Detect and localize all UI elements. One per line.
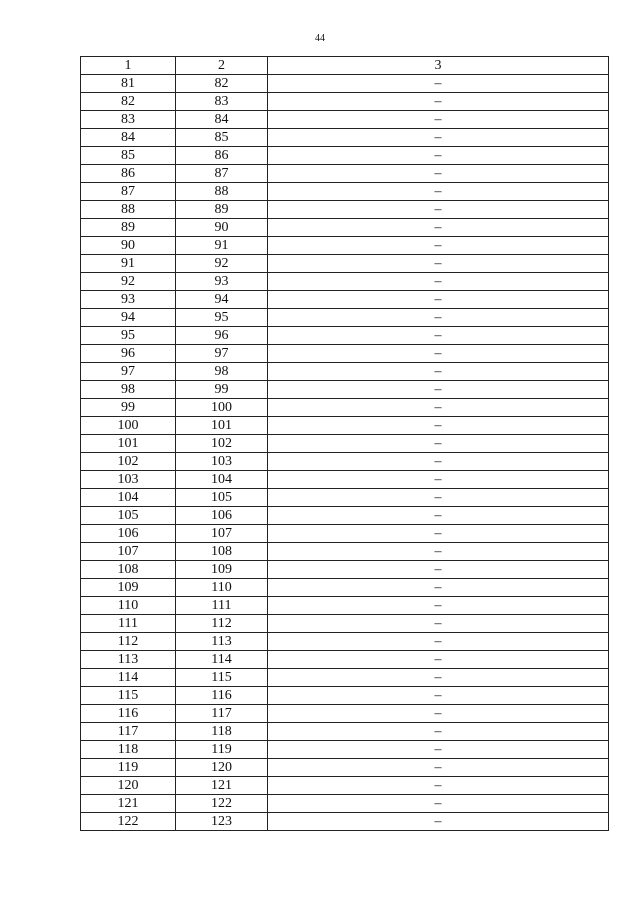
table-cell-col-2: 113 [176,633,268,651]
table-cell-col-1: 119 [81,759,176,777]
table-cell-col-3: – [268,759,609,777]
table-row [81,471,609,489]
table-cell-col-1: 100 [81,417,176,435]
table-row [81,813,609,831]
table-row [81,723,609,741]
table-row [81,741,609,759]
table-cell-col-1: 88 [81,201,176,219]
table-cell-col-1: 94 [81,309,176,327]
table-cell-col-3: – [268,489,609,507]
table-row [81,543,609,561]
table-cell-col-3: – [268,345,609,363]
table-cell-col-3: – [268,273,609,291]
table-cell-col-1: 98 [81,381,176,399]
table-row [81,525,609,543]
table-cell-col-2: 119 [176,741,268,759]
table-cell-col-3: – [268,507,609,525]
table-cell-col-3: – [268,453,609,471]
table-cell-col-2: 104 [176,471,268,489]
table-cell-col-2: 94 [176,291,268,309]
table-body [81,75,609,831]
table-cell-col-3: – [268,219,609,237]
table-row [81,435,609,453]
table-cell-col-3: – [268,237,609,255]
table-cell-col-1: 118 [81,741,176,759]
table-header-row [81,57,609,75]
table-cell-col-2: 110 [176,579,268,597]
table-cell-col-2: 84 [176,111,268,129]
table-cell-col-3: – [268,543,609,561]
table-cell-col-3: – [268,291,609,309]
table-cell-col-3: – [268,363,609,381]
table-cell-col-2: 99 [176,381,268,399]
table-cell-col-1: 83 [81,111,176,129]
column-header-1: 1 [81,57,176,75]
data-table [80,56,609,831]
table-cell-col-1: 101 [81,435,176,453]
table-cell-col-1: 84 [81,129,176,147]
table-cell-col-2: 86 [176,147,268,165]
table-row [81,237,609,255]
table-cell-col-2: 117 [176,705,268,723]
table-cell-col-3: – [268,651,609,669]
table-cell-col-1: 102 [81,453,176,471]
table-cell-col-1: 93 [81,291,176,309]
table-row [81,381,609,399]
table-cell-col-3: – [268,579,609,597]
table-row [81,309,609,327]
table-cell-col-1: 107 [81,543,176,561]
table-cell-col-3: – [268,741,609,759]
table-cell-col-1: 117 [81,723,176,741]
table-cell-col-2: 88 [176,183,268,201]
table-row [81,201,609,219]
table-cell-col-3: – [268,723,609,741]
table-cell-col-2: 120 [176,759,268,777]
table-row [81,219,609,237]
table-cell-col-3: – [268,435,609,453]
table-row [81,561,609,579]
table-cell-col-2: 97 [176,345,268,363]
table-row [81,399,609,417]
table-cell-col-2: 91 [176,237,268,255]
table-cell-col-1: 120 [81,777,176,795]
table-cell-col-1: 90 [81,237,176,255]
table-row [81,597,609,615]
table-row [81,669,609,687]
table-cell-col-2: 89 [176,201,268,219]
table-row [81,255,609,273]
table-row [81,75,609,93]
table-row [81,579,609,597]
page-number: 44 [315,33,325,44]
table-cell-col-1: 99 [81,399,176,417]
table-row [81,507,609,525]
table-cell-col-2: 118 [176,723,268,741]
table-row [81,759,609,777]
table-row [81,291,609,309]
table-cell-col-3: – [268,255,609,273]
table-cell-col-1: 121 [81,795,176,813]
table-cell-col-1: 105 [81,507,176,525]
table-cell-col-2: 98 [176,363,268,381]
table-cell-col-2: 121 [176,777,268,795]
table-row [81,165,609,183]
table-cell-col-1: 89 [81,219,176,237]
table-cell-col-2: 95 [176,309,268,327]
table-cell-col-2: 109 [176,561,268,579]
table-cell-col-1: 106 [81,525,176,543]
table-cell-col-3: – [268,309,609,327]
table-cell-col-3: – [268,399,609,417]
table-row [81,633,609,651]
table-cell-col-2: 122 [176,795,268,813]
table-cell-col-2: 92 [176,255,268,273]
table-cell-col-3: – [268,129,609,147]
table-cell-col-2: 114 [176,651,268,669]
table-cell-col-3: – [268,471,609,489]
table-cell-col-3: – [268,327,609,345]
table-cell-col-1: 95 [81,327,176,345]
column-header-2: 2 [176,57,268,75]
table-cell-col-3: – [268,183,609,201]
table-cell-col-2: 112 [176,615,268,633]
table-cell-col-3: – [268,525,609,543]
table-cell-col-2: 107 [176,525,268,543]
table-cell-col-1: 97 [81,363,176,381]
table-row [81,777,609,795]
table-row [81,273,609,291]
table-cell-col-3: – [268,75,609,93]
table-cell-col-2: 93 [176,273,268,291]
table-row [81,795,609,813]
table-cell-col-2: 108 [176,543,268,561]
table-cell-col-1: 85 [81,147,176,165]
table-row [81,129,609,147]
table-cell-col-2: 123 [176,813,268,831]
table-cell-col-3: – [268,633,609,651]
table-cell-col-1: 92 [81,273,176,291]
table-cell-col-3: – [268,147,609,165]
table-cell-col-3: – [268,597,609,615]
table-cell-col-2: 82 [176,75,268,93]
table-cell-col-1: 82 [81,93,176,111]
table-row [81,453,609,471]
table-cell-col-2: 87 [176,165,268,183]
table-row [81,615,609,633]
table-row [81,651,609,669]
table-cell-col-3: – [268,795,609,813]
table-cell-col-1: 113 [81,651,176,669]
table-cell-col-3: – [268,669,609,687]
table-cell-col-3: – [268,417,609,435]
table-cell-col-1: 81 [81,75,176,93]
table-cell-col-1: 115 [81,687,176,705]
table-cell-col-1: 87 [81,183,176,201]
table-row [81,417,609,435]
table-cell-col-2: 105 [176,489,268,507]
table-cell-col-3: – [268,615,609,633]
table-cell-col-1: 116 [81,705,176,723]
table-cell-col-2: 106 [176,507,268,525]
table-cell-col-1: 103 [81,471,176,489]
table-cell-col-2: 102 [176,435,268,453]
table-cell-col-3: – [268,687,609,705]
table-cell-col-1: 112 [81,633,176,651]
table-cell-col-3: – [268,165,609,183]
table-row [81,489,609,507]
table-cell-col-1: 104 [81,489,176,507]
table-cell-col-2: 111 [176,597,268,615]
table-cell-col-2: 101 [176,417,268,435]
table-cell-col-1: 108 [81,561,176,579]
table-cell-col-3: – [268,111,609,129]
table-cell-col-1: 110 [81,597,176,615]
table-cell-col-3: – [268,93,609,111]
table-row [81,327,609,345]
table-cell-col-2: 83 [176,93,268,111]
table-cell-col-1: 122 [81,813,176,831]
table-cell-col-1: 109 [81,579,176,597]
table-cell-col-1: 91 [81,255,176,273]
table-cell-col-2: 115 [176,669,268,687]
table-cell-col-1: 96 [81,345,176,363]
table-cell-col-2: 96 [176,327,268,345]
table-cell-col-2: 90 [176,219,268,237]
table-row [81,705,609,723]
table-row [81,93,609,111]
table-cell-col-1: 111 [81,615,176,633]
table-row [81,147,609,165]
table-cell-col-2: 85 [176,129,268,147]
table-row [81,111,609,129]
table-cell-col-2: 100 [176,399,268,417]
table-row [81,183,609,201]
table-cell-col-2: 116 [176,687,268,705]
table-cell-col-3: – [268,777,609,795]
table-cell-col-1: 86 [81,165,176,183]
table-row [81,363,609,381]
column-header-3: 3 [268,57,609,75]
table-cell-col-2: 103 [176,453,268,471]
table-cell-col-1: 114 [81,669,176,687]
table-row [81,687,609,705]
table-cell-col-3: – [268,561,609,579]
table-cell-col-3: – [268,381,609,399]
table-row [81,345,609,363]
table-cell-col-3: – [268,705,609,723]
table-cell-col-3: – [268,201,609,219]
table-cell-col-3: – [268,813,609,831]
